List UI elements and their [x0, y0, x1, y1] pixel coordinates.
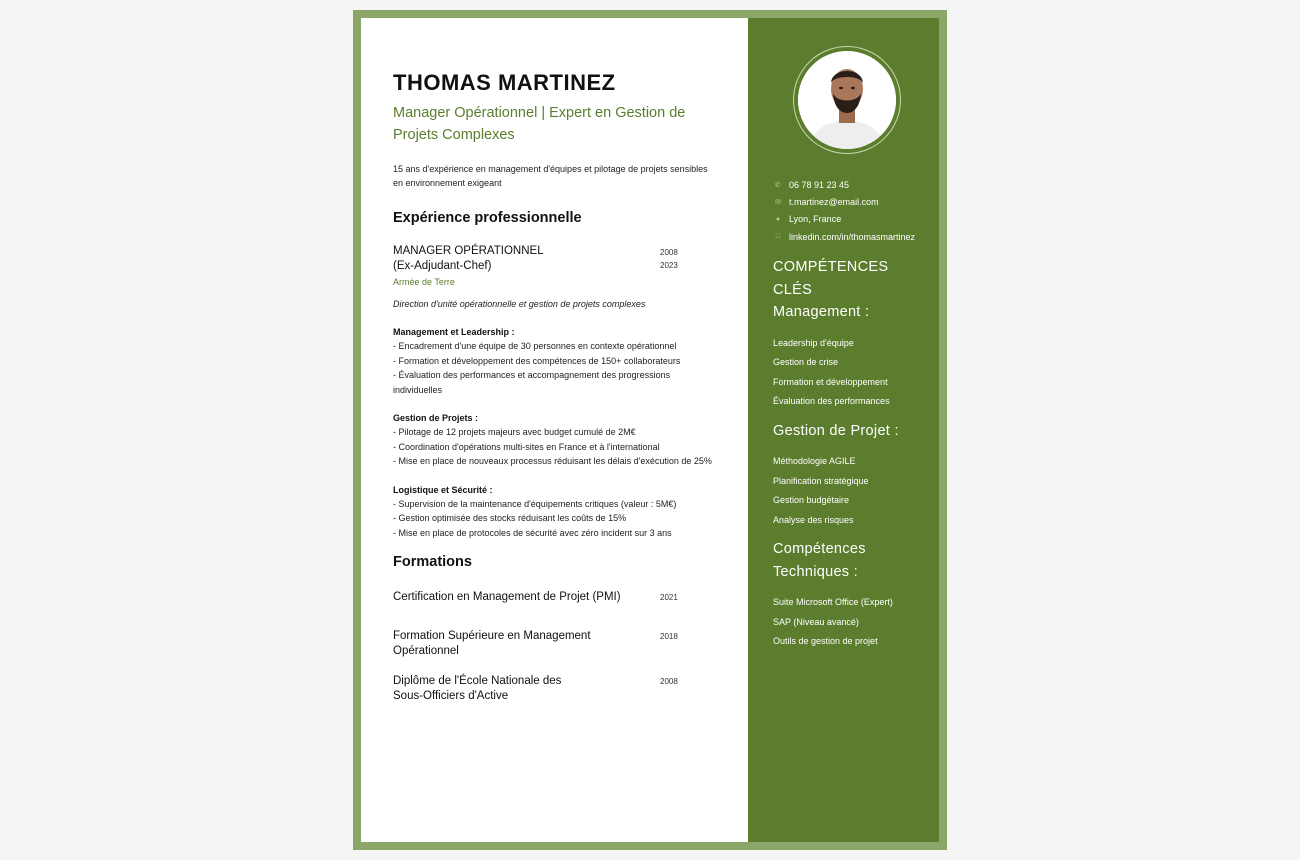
contact-linkedin[interactable]	[773, 228, 915, 245]
skill-item: Évaluation des performances	[773, 396, 890, 406]
skill-list	[773, 593, 933, 652]
skill-item: Méthodologie AGILE	[773, 456, 856, 466]
candidate-name: THOMAS MARTINEZ	[393, 70, 616, 95]
skill-item: Suite Microsoft Office (Expert)	[773, 597, 893, 607]
job-end-date: 2023	[660, 261, 678, 270]
job-header	[393, 244, 720, 274]
skill-item: Formation et développement	[773, 376, 888, 387]
formation-year: 2018	[660, 632, 678, 642]
skills-section	[773, 256, 933, 660]
email-icon: ✉	[775, 198, 781, 206]
job-description: Direction d'unité opérationnelle et gestion de projets complexes	[393, 299, 646, 309]
skill-item: Gestion budgétaire	[773, 495, 850, 505]
main-column	[361, 18, 748, 842]
skill-item: Gestion de crise	[773, 357, 839, 367]
skill-list	[773, 452, 933, 530]
job-title	[393, 244, 593, 274]
job-start-date: 2008	[660, 248, 678, 257]
bullet-item: - Encadrement d'une équipe de 30 personnes en contexte opérationnel	[393, 341, 677, 352]
bullet-list	[393, 425, 720, 468]
contact-email[interactable]	[773, 193, 915, 210]
formation-year: 2008	[660, 677, 678, 687]
formation-year: 2021	[660, 593, 678, 603]
contact-list	[773, 176, 915, 245]
job-dates	[660, 244, 720, 272]
group-heading: Gestion de Projets :	[393, 413, 479, 424]
formations-heading: Formations	[393, 554, 472, 571]
cv-page	[361, 18, 939, 842]
experience-heading: Expérience professionnelle	[393, 210, 582, 226]
linkedin-icon: □	[775, 233, 781, 241]
skill-item: SAP (Niveau avancé)	[773, 616, 859, 627]
skill-item: Leadership d'équipe	[773, 337, 854, 348]
bullet-item: - Évaluation des performances et accompagnement des progressions individuelles	[393, 370, 671, 395]
skill-item: Outils de gestion de projet	[773, 636, 878, 646]
skill-group-heading: Gestion de Projet :	[773, 422, 899, 439]
cv-frame	[353, 10, 947, 850]
photo-frame	[793, 46, 901, 154]
job-employer: Armée de Terre	[393, 277, 455, 287]
bullet-item: - Pilotage de 12 projets majeurs avec budget cumulé de 2M€	[393, 427, 636, 438]
skill-list	[773, 334, 933, 412]
bullet-item: - Supervision de la maintenance d'équipements critiques (valeur : 5M€)	[393, 499, 677, 510]
formation-title: Formation Supérieure en Management Opérationnel	[393, 630, 591, 658]
skill-item: Analyse des risques	[773, 514, 854, 525]
phone-text: 06 78 91 23 45	[789, 179, 850, 190]
skill-group-heading: Management :	[773, 304, 870, 320]
email-text: t.martinez@email.com	[789, 196, 879, 207]
bullet-list	[393, 497, 720, 540]
skills-heading-line2: CLÉS	[773, 281, 813, 298]
bullet-item: - Mise en place de nouveaux processus réduisant les délais d'exécution de 25%	[393, 456, 712, 467]
skill-item: Planification stratégique	[773, 475, 869, 486]
profile-photo	[798, 51, 896, 149]
sidebar-column	[748, 18, 939, 842]
group-heading: Management et Leadership :	[393, 327, 515, 337]
bullet-item: - Mise en place de protocoles de sécurité avec zéro incident sur 3 ans	[393, 527, 672, 538]
formation-title: Diplôme de l'École Nationale des Sous-Officiers d'Active	[393, 675, 562, 703]
bullet-item: - Formation et développement des compétences de 150+ collaborateurs	[393, 355, 681, 366]
profile-summary: 15 ans d'expérience en management d'équipes et pilotage de projets sensibles en environnement exigeant	[393, 164, 708, 188]
skill-group-heading: Compétences Techniques :	[773, 541, 866, 580]
bullet-item: - Gestion optimisée des stocks réduisant les coûts de 15%	[393, 513, 627, 524]
bullet-list	[393, 339, 720, 397]
formations-section	[393, 554, 720, 704]
experience-group-logistics	[393, 483, 720, 541]
group-heading: Logistique et Sécurité :	[393, 484, 493, 495]
job-title-line2: (Ex-Adjudant-Chef)	[393, 260, 492, 272]
job-title-line1: MANAGER OPÉRATIONNEL	[393, 245, 544, 257]
formation-title: Certification en Management de Projet (PMI)	[393, 591, 621, 604]
contact-phone	[773, 176, 915, 193]
phone-icon: ✆	[775, 181, 781, 189]
contact-location	[773, 211, 915, 228]
formation-item	[393, 674, 720, 704]
skills-heading	[773, 256, 933, 301]
linkedin-text: linkedin.com/in/thomasmartinez	[789, 231, 916, 242]
candidate-title: Manager Opérationnel | Expert en Gestion de Projets Complexes	[393, 105, 686, 143]
formation-item	[393, 629, 720, 659]
location-icon: ●	[775, 215, 781, 223]
formation-item	[393, 590, 720, 605]
skills-heading-line1: COMPÉTENCES	[773, 259, 889, 275]
experience-group-management	[393, 325, 720, 397]
experience-group-projects	[393, 411, 720, 469]
bullet-item: - Coordination d'opérations multi-sites en France et à l'international	[393, 441, 660, 452]
location-text: Lyon, France	[789, 214, 842, 225]
